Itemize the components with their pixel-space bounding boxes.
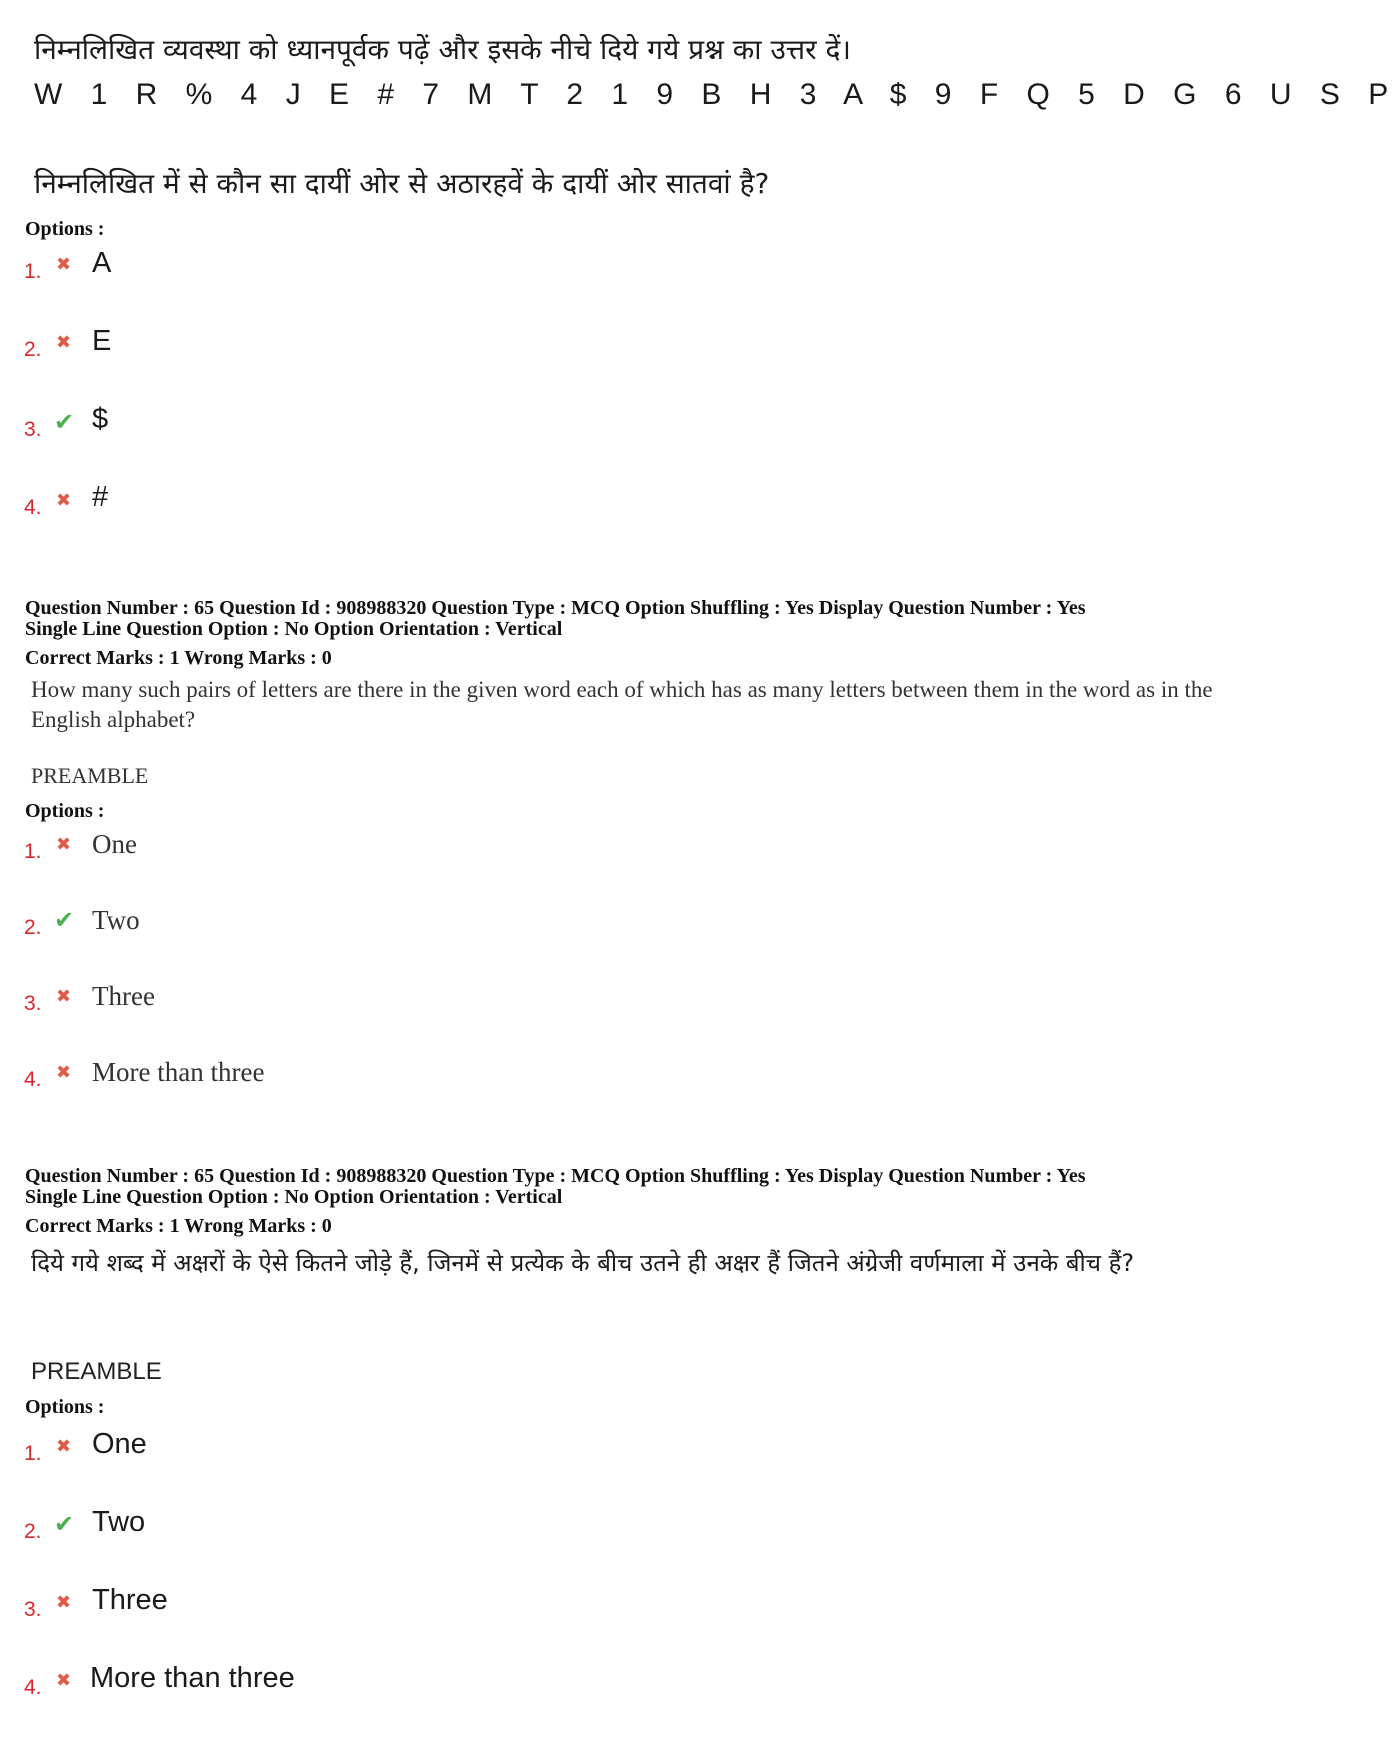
cross-icon: ✖ <box>56 1592 72 1613</box>
option-number: 2. <box>24 338 42 361</box>
preamble-label: PREAMBLE <box>31 763 149 788</box>
check-icon: ✔ <box>54 1510 75 1538</box>
character-sequence: W 1 R % 4 J E # 7 M T 2 1 9 B H 3 A $ 9 F Q 5 D G 6 U S P <box>34 78 1398 111</box>
cross-icon: ✖ <box>56 254 72 275</box>
question-marks: Correct Marks : 1 Wrong Marks : 0 <box>25 1215 332 1237</box>
option-number: 1. <box>24 840 42 863</box>
option-number: 4. <box>24 496 42 519</box>
option-text: One <box>92 1428 147 1460</box>
option-text: A <box>92 247 112 279</box>
cross-icon: ✖ <box>56 834 72 855</box>
option-text: $ <box>92 403 109 435</box>
option-number: 2. <box>24 1520 42 1543</box>
cross-icon: ✖ <box>56 1062 72 1083</box>
question-text-english: How many such pairs of letters are there in the given word each of which has as many letters between them in the word as in the English alphabet? <box>31 677 1213 732</box>
option-number: 3. <box>24 418 42 441</box>
option-text: Two <box>92 1506 146 1538</box>
question-meta: Question Number : 65 Question Id : 908988320 Question Type : MCQ Option Shuffling : Yes Display Question Number : Yes <box>25 597 1086 619</box>
cross-icon: ✖ <box>56 1670 72 1691</box>
options-label: Options : <box>25 1396 105 1418</box>
option-number: 1. <box>24 1442 42 1465</box>
option-number: 4. <box>24 1676 42 1699</box>
option-text: One <box>92 829 137 859</box>
options-label: Options : <box>25 218 105 240</box>
option-text: More than three <box>90 1662 295 1694</box>
check-icon: ✔ <box>54 408 75 436</box>
preamble-label: PREAMBLE <box>31 1358 162 1385</box>
option-text: Two <box>92 905 140 935</box>
option-text: Three <box>92 981 155 1011</box>
cross-icon: ✖ <box>56 986 72 1007</box>
option-text: # <box>92 481 109 513</box>
arrangement-instruction: निम्नलिखित व्यवस्था को ध्यानपूर्वक पढ़ें और इसके नीचे दिये गये प्रश्न का उत्तर दें। <box>34 33 851 66</box>
question-meta-options: Single Line Question Option : No Option Orientation : Vertical <box>25 1186 563 1208</box>
question-meta-options: Single Line Question Option : No Option Orientation : Vertical <box>25 618 563 640</box>
option-number: 4. <box>24 1068 42 1091</box>
question-text-hindi: निम्नलिखित में से कौन सा दायीं ओर से अठारहवें के दायीं ओर सातवां है? <box>34 167 770 200</box>
options-label: Options : <box>25 800 105 822</box>
option-text: E <box>92 325 112 357</box>
option-text: Three <box>92 1584 168 1616</box>
cross-icon: ✖ <box>56 1436 72 1457</box>
question-text-hindi: दिये गये शब्द में अक्षरों के ऐसे कितने जोड़े हैं, जिनमें से प्रत्येक के बीच उतने ही अक्षर हैं जितने अंग्रेजी वर्णमाला में उनके बीच हैं? <box>31 1249 1135 1277</box>
option-number: 2. <box>24 916 42 939</box>
question-meta: Question Number : 65 Question Id : 908988320 Question Type : MCQ Option Shuffling : Yes Display Question Number : Yes <box>25 1165 1086 1187</box>
question-marks: Correct Marks : 1 Wrong Marks : 0 <box>25 647 332 669</box>
cross-icon: ✖ <box>56 332 72 353</box>
check-icon: ✔ <box>54 906 75 934</box>
option-text: More than three <box>92 1057 265 1087</box>
option-number: 3. <box>24 992 42 1015</box>
option-number: 3. <box>24 1598 42 1621</box>
option-number: 1. <box>24 260 42 283</box>
cross-icon: ✖ <box>56 490 72 511</box>
